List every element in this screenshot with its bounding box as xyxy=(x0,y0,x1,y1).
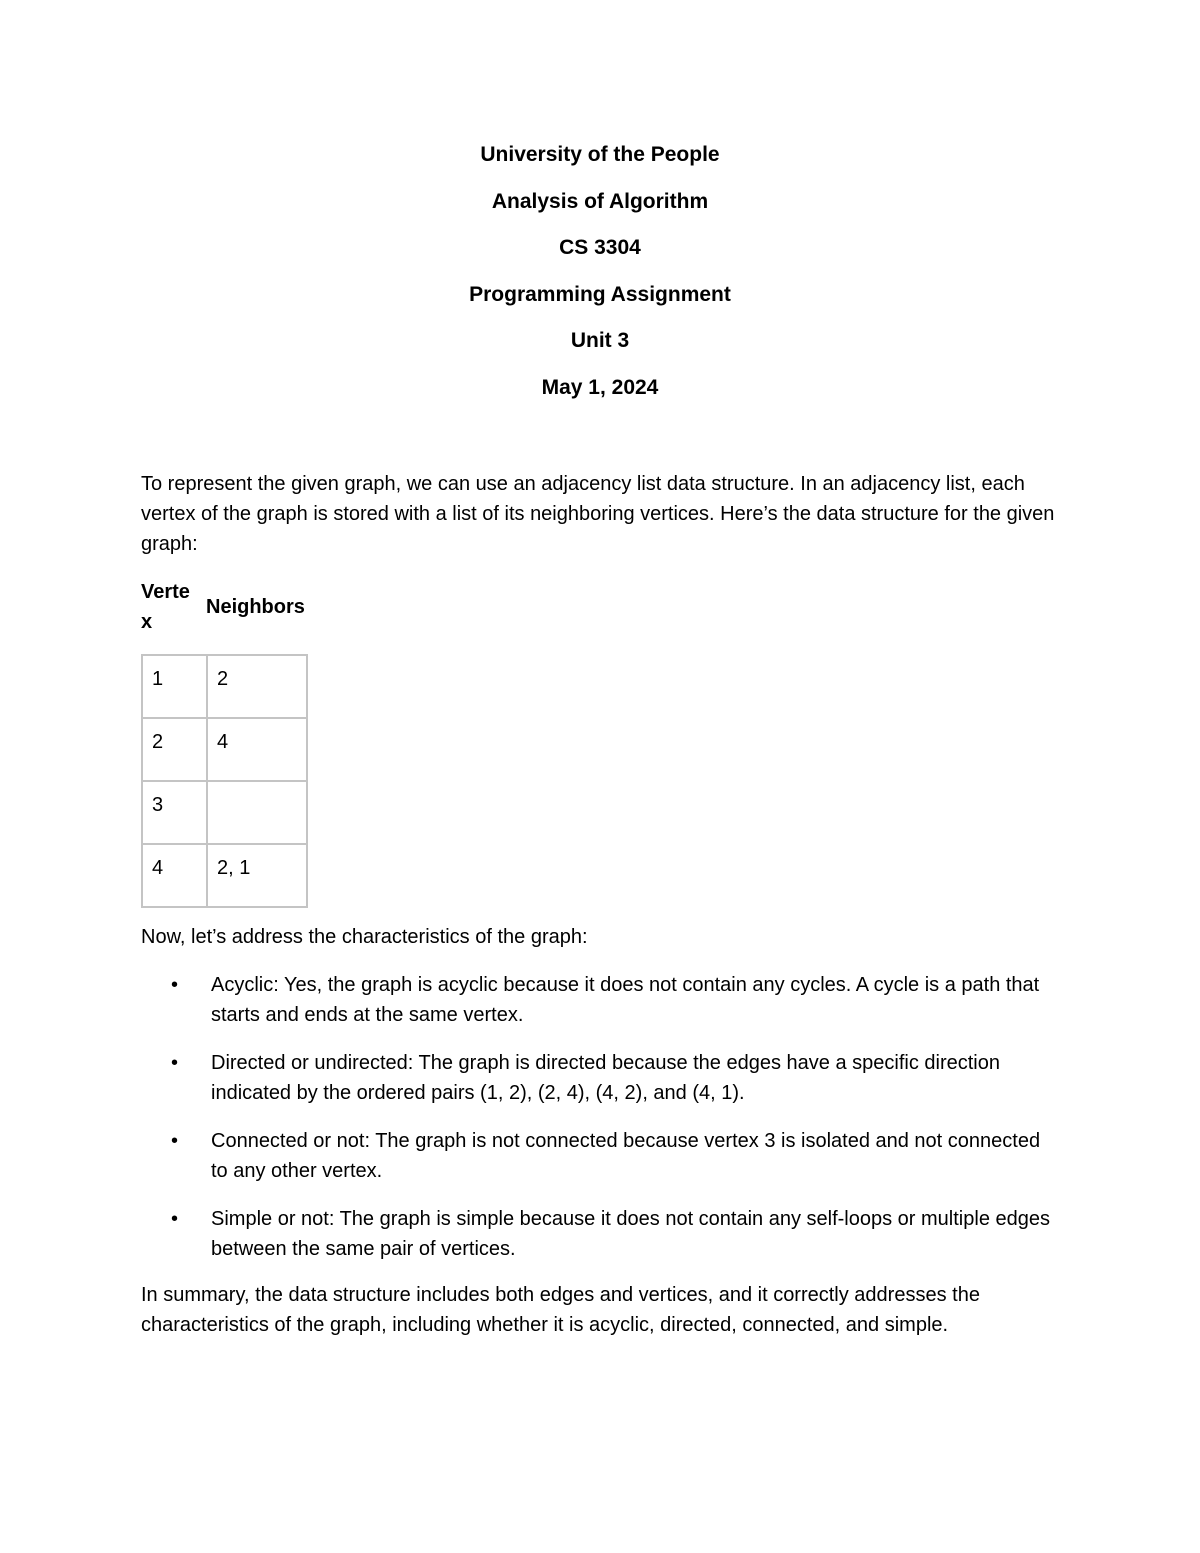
course-name: Analysis of Algorithm xyxy=(491,189,709,213)
list-item-text: Acyclic: Yes, the graph is acyclic because it does not contain any cycles. A cycle is a path that starts and ends at the same vertex. xyxy=(211,974,1040,1026)
list-item-directed xyxy=(141,1048,1061,1108)
neighbors-cell xyxy=(207,781,307,844)
table-row xyxy=(142,655,307,718)
neighbors-cell: 2 xyxy=(207,655,307,718)
list-item-acyclic xyxy=(141,970,1061,1030)
vertex-cell: 3 xyxy=(142,781,207,844)
bullet-icon: • xyxy=(171,1052,179,1074)
course-code: CS 3304 xyxy=(559,236,641,259)
vertex-cell: 1 xyxy=(142,655,207,718)
bullet-icon: • xyxy=(171,974,179,996)
neighbors-cell: 2, 1 xyxy=(207,844,307,907)
adjacency-list-table xyxy=(141,654,308,908)
vertex-cell: 4 xyxy=(142,844,207,907)
title-block xyxy=(0,141,1200,420)
list-item-text: Directed or undirected: The graph is directed because the edges have a specific direction indicated by the ordered pairs (1, 2), (2, 4), (4, 2), and (4, 1). xyxy=(211,1052,1000,1104)
summary-paragraph: In summary, the data structure includes both edges and vertices, and it correctly addresses the characteristics of the graph, including whether it is acyclic, directed, connected, and simple. xyxy=(141,1284,980,1336)
bullet-icon: • xyxy=(171,1208,179,1230)
list-item-text: Connected or not: The graph is not connected because vertex 3 is isolated and not connected to any other vertex. xyxy=(211,1130,1041,1182)
table-row xyxy=(142,844,307,907)
assignment-type: Programming Assignment xyxy=(469,282,731,306)
neighbors-column-header: Neighbors xyxy=(206,596,305,618)
neighbors-cell: 4 xyxy=(207,718,307,781)
vertex-column-header: Vertex xyxy=(141,581,190,633)
table-row xyxy=(142,781,307,844)
unit-number: Unit 3 xyxy=(570,329,630,352)
bullet-icon: • xyxy=(171,1130,179,1152)
characteristics-intro: Now, let’s address the characteristics of the graph: xyxy=(141,926,588,948)
list-item-connected xyxy=(141,1126,1061,1186)
list-item-text: Simple or not: The graph is simple because it does not contain any self-loops or multiple edges between the same pair of vertices. xyxy=(211,1208,1050,1260)
assignment-date: May 1, 2024 xyxy=(541,375,659,399)
intro-paragraph: To represent the given graph, we can use an adjacency list data structure. In an adjacency list, each vertex of the graph is stored with a list of its neighboring vertices. Here’s the data structure for the given graph: xyxy=(141,473,1055,555)
characteristics-list xyxy=(141,970,1061,1282)
list-item-simple xyxy=(141,1204,1061,1264)
vertex-cell: 2 xyxy=(142,718,207,781)
table-row xyxy=(142,718,307,781)
institution-name: University of the People xyxy=(480,143,720,166)
